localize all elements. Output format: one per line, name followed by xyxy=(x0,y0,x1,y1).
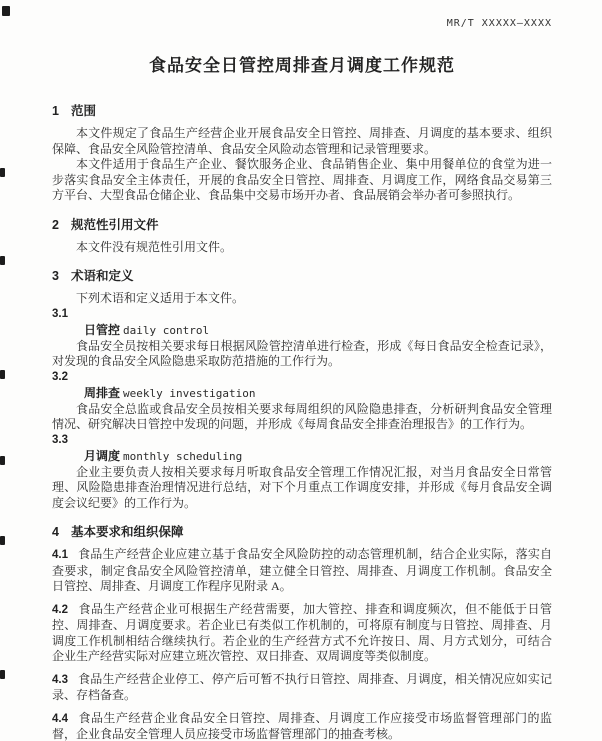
paragraph: 本文件没有规范性引用文件。 xyxy=(76,239,233,254)
term-number: 3.3 xyxy=(52,433,68,446)
section-title: 术语和定义 xyxy=(70,269,134,283)
clause-text: 食品生产经营企业可根据生产经营需要，加大管控、排查和调度频次，但不能低于日管控、周排查、月调度要求。若企业已有类似工作机制的，可将原有制度与日管控、周排查、月调度工作机制相结合继续执行。若企业的生产经营方式不允许按日、周、月方式划分，可结合企业生产经营实际对应建立班次管控、双日排查、双周调度等类似制度。 xyxy=(52,601,552,663)
section-title: 规范性引用文件 xyxy=(70,217,159,232)
section-number: 1 xyxy=(52,104,59,118)
section-number: 2 xyxy=(52,217,59,232)
clause-4-1 xyxy=(52,547,552,595)
section-terms-definitions xyxy=(52,269,552,511)
clause-text: 食品生产经营企业食品安全日管控、周排查、月调度工作应接受市场监督管理部门的监督，企业食品安全管理人员应接受市场监督管理部门的抽查考核。 xyxy=(52,710,552,741)
term-chinese: 月调度 xyxy=(84,449,121,463)
clause-4-3 xyxy=(52,672,552,704)
term-english: daily control xyxy=(123,324,210,337)
terms-intro: 下列术语和定义适用于本文件。 xyxy=(76,291,245,305)
clause-text: 食品生产经营企业停工、停产后可暂不执行日管控、周排查、月调度，相关情况应如实记录、存档备查。 xyxy=(52,671,552,702)
term-line xyxy=(52,322,552,339)
section-heading xyxy=(52,269,552,283)
standard-code: MR/T XXXXX—XXXX xyxy=(446,18,552,29)
term-entry-daily-control xyxy=(52,307,552,370)
term-line xyxy=(52,448,552,465)
document-header xyxy=(52,0,552,30)
term-entry-weekly-investigation xyxy=(52,370,552,433)
term-chinese: 日管控 xyxy=(84,323,121,337)
section-heading xyxy=(52,104,552,118)
section-basic-requirements xyxy=(52,525,552,741)
clause-4-4 xyxy=(52,711,552,741)
term-chinese: 周排查 xyxy=(84,386,121,400)
term-entry-monthly-scheduling xyxy=(52,433,552,512)
term-definition: 企业主要负责人按相关要求每月听取食品安全管理工作情况汇报，对当月食品安全日常管理、风险隐患排查治理情况进行总结，对下个月重点工作调度安排，并形成《每月食品安全调度会议纪要》的工作行为。 xyxy=(52,464,552,510)
paragraph: 本文件适用于食品生产企业、餐饮服务企业、食品销售企业、集中用餐单位的食堂为进一步落实食品安全主体责任，开展的食品安全日管控、周排查、月调度工作，网络食品交易第三方平台、大型食品仓储企业、食品集中交易市场开办者、食品展销会举办者可参照执行。 xyxy=(52,157,552,202)
term-definition: 食品安全员按相关要求每日根据风险管控清单进行检查，形成《每日食品安全检查记录》，对发现的食品安全风险隐患采取防范措施的工作行为。 xyxy=(52,338,552,368)
clause-number: 4.3 xyxy=(52,673,68,686)
clause-number: 4.2 xyxy=(52,603,68,616)
clause-4-2 xyxy=(52,602,552,665)
document-title: 食品安全日管控周排查月调度工作规范 xyxy=(149,56,455,75)
term-english: monthly scheduling xyxy=(123,450,243,463)
section-title: 基本要求和组织保障 xyxy=(70,525,184,539)
section-scope xyxy=(52,104,552,204)
section-number: 3 xyxy=(52,269,59,283)
paragraph: 本文件规定了食品生产经营企业开展食品安全日管控、周排查、月调度的基本要求、组织保障、食品安全风险管控清单、食品安全风险动态管理和记录管理要求。 xyxy=(52,126,552,156)
term-line xyxy=(52,385,552,402)
term-definition: 食品安全总监或食品安全员按相关要求每周组织的风险隐患排查，分析研判食品安全管理情况、研究解决日管控中发现的问题，并形成《每周食品安全排查治理报告》的工作行为。 xyxy=(52,401,552,431)
clause-number: 4.4 xyxy=(52,712,68,725)
clause-text: 食品生产经营企业应建立基于食品安全风险防控的动态管理机制，结合企业实际，落实自查要求，制定食品安全风险管控清单，建立健全日管控、周排查、月调度工作机制。食品安全日管控、周排查、月调度工作程序见附录 A。 xyxy=(52,547,552,593)
section-normative-references xyxy=(52,218,552,256)
section-number: 4 xyxy=(52,525,59,539)
term-english: weekly investigation xyxy=(123,387,256,400)
clause-number: 4.1 xyxy=(52,549,68,561)
section-heading xyxy=(52,218,552,232)
section-heading xyxy=(52,525,552,539)
section-title: 范围 xyxy=(70,104,96,118)
term-number: 3.2 xyxy=(52,370,68,383)
term-number: 3.1 xyxy=(52,307,68,320)
